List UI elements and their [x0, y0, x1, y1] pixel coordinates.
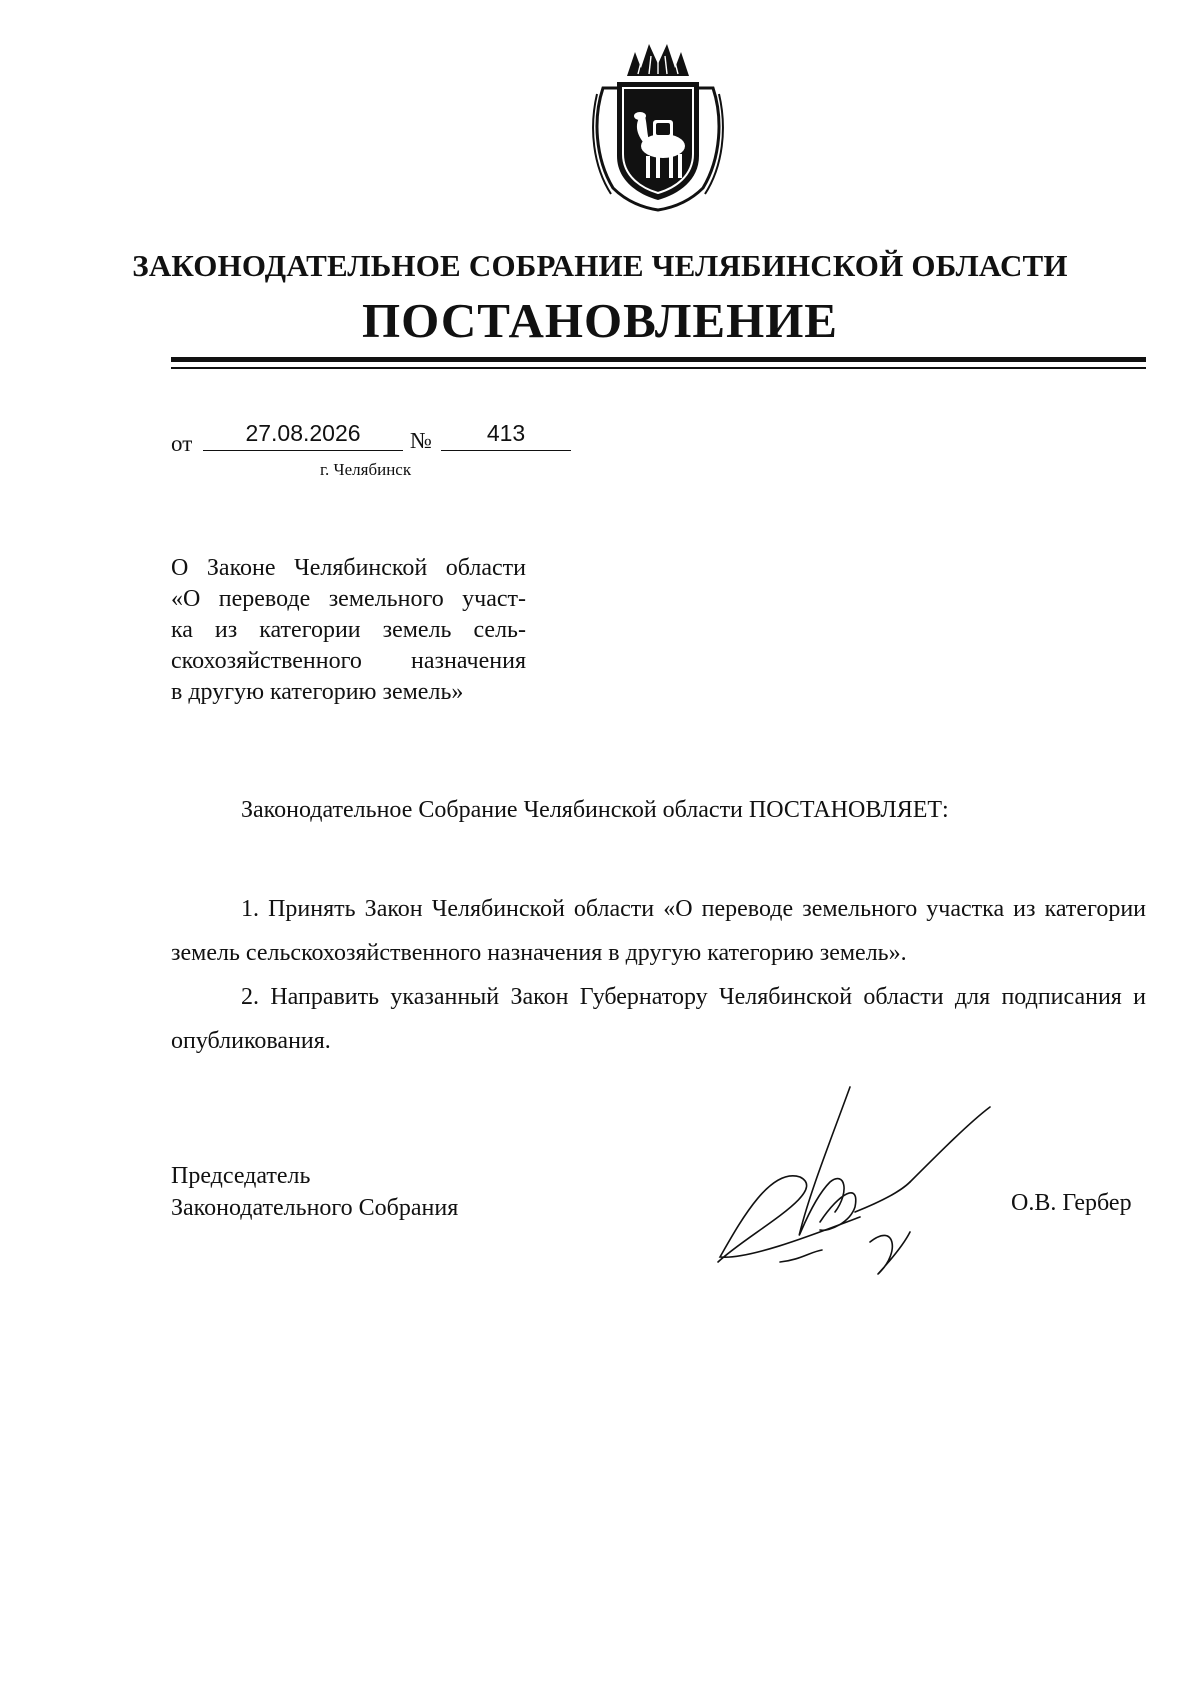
- header-rule-thin: [171, 367, 1146, 369]
- date-prefix-label: от: [171, 431, 193, 456]
- signer-name: О.В. Гербер: [1011, 1190, 1132, 1216]
- subject-line: скохозяйственного назначения: [171, 648, 526, 674]
- organization-title: ЗАКОНОДАТЕЛЬНОЕ СОБРАНИЕ ЧЕЛЯБИНСКОЙ ОБЛАСТИ: [132, 248, 1068, 283]
- signer-title-line-1: Председатель: [171, 1163, 311, 1189]
- resolution-item-2: 2. Направить указанный Закон Губернатору Челябинской области для подписания и опубликования.: [171, 984, 1146, 1054]
- document-date: 27.08.2026: [245, 420, 361, 446]
- chelyabinsk-coat-of-arms-icon: [583, 38, 733, 213]
- resolution-item-1: 1. Принять Закон Челябинской области «О переводе земельного участка из категории земель сельскохозяйственного назначения в другую категорию земель».: [171, 896, 1146, 966]
- header-rule-thick: [171, 357, 1146, 362]
- date-underline: [203, 450, 403, 451]
- document-number: 413: [486, 420, 526, 446]
- handwritten-signature-icon: [710, 1082, 1010, 1282]
- preamble-text: Законодательное Собрание Челябинской области ПОСТАНОВЛЯЕТ:: [241, 797, 949, 823]
- subject-line: «О переводе земельного участ-: [171, 586, 526, 612]
- subject-line: в другую категорию земель»: [171, 679, 464, 705]
- signer-title: [171, 1160, 458, 1224]
- city-label: г. Челябинск: [320, 460, 412, 479]
- number-sign-label: №: [410, 428, 432, 453]
- number-underline: [441, 450, 571, 451]
- signer-title-line-2: Законодательного Собрания: [171, 1195, 459, 1221]
- document-type-title: ПОСТАНОВЛЕНИЕ: [362, 293, 838, 348]
- subject-line: О Законе Челябинской области: [171, 555, 526, 581]
- document-subject: [171, 553, 526, 708]
- subject-line: ка из категории земель сель-: [171, 617, 526, 643]
